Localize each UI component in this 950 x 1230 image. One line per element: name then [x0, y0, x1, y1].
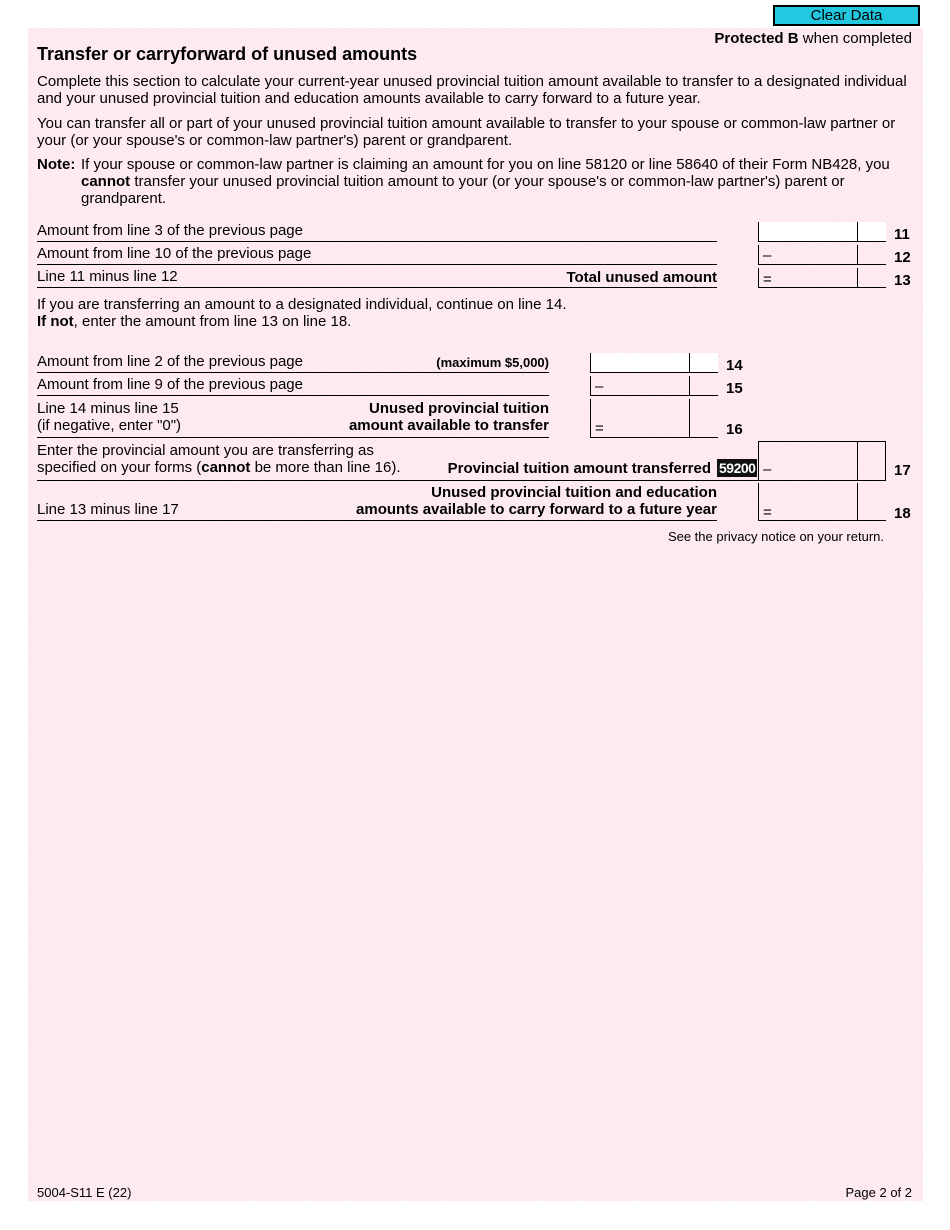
line-16-sign: = [595, 420, 604, 437]
line-16-label-1: Line 14 minus line 15 [37, 400, 179, 417]
intro-paragraph-2: You can transfer all or part of your unused provincial tuition amount available to transfer to your spouse or common-law partner or your (or your spouse's or common-law partner's) parent or grandparent. [37, 115, 896, 149]
line-17-rule [37, 480, 759, 481]
line-17-label-2 [37, 459, 401, 476]
line-13-total-label: Total unused amount [566, 269, 717, 286]
line-17-label-1: Enter the provincial amount you are transferring as [37, 442, 374, 459]
instruction-2-bold: If not [37, 313, 74, 330]
line-14-field [590, 353, 718, 373]
protected-rest: when completed [798, 30, 912, 47]
protected-bold: Protected B [714, 30, 799, 47]
line-17-label-2b: cannot [201, 459, 251, 476]
instruction-2-rest: , enter the amount from line 13 on line 18. [73, 313, 352, 330]
line-12-sign: – [763, 247, 772, 264]
line-16-input[interactable] [605, 399, 694, 437]
instruction-2 [37, 313, 351, 330]
line-13-label: Line 11 minus line 12 [37, 268, 178, 285]
line-17-number: 17 [894, 462, 911, 479]
line-14-maximum: (maximum $5,000) [436, 355, 549, 370]
line-15-number: 15 [726, 380, 743, 397]
note [37, 156, 902, 207]
note-text [81, 156, 902, 207]
note-part2: transfer your unused provincial tuition amount to your (or your spouse's or common-law partner's) parent or grandparent. [81, 173, 845, 207]
clear-data-button[interactable]: Clear Data [773, 5, 920, 26]
line-18-desc-2: amounts available to carry forward to a future year [356, 501, 717, 518]
line-11-input[interactable] [759, 222, 862, 241]
line-11-label: Amount from line 3 of the previous page [37, 222, 303, 239]
line-17-desc: Provincial tuition amount transferred [447, 460, 711, 477]
line-16-field [590, 399, 718, 438]
line-16-desc-1: Unused provincial tuition [368, 400, 549, 417]
line-18-input[interactable] [773, 483, 862, 520]
line-15-sign: – [595, 378, 604, 395]
cents-divider [689, 353, 690, 372]
cents-divider [857, 222, 858, 241]
line-17-field [758, 441, 886, 481]
line-12-field [758, 245, 886, 265]
form-identifier: 5004-S11 E (22) [37, 1185, 132, 1200]
line-12-input[interactable] [773, 245, 862, 264]
line-15-field [590, 376, 718, 396]
line-16-rule [37, 437, 549, 438]
line-14-label: Amount from line 2 of the previous page [37, 353, 303, 370]
line-18-rule [37, 520, 717, 521]
cents-divider [857, 442, 858, 480]
line-15-input[interactable] [605, 376, 694, 395]
instruction-1: If you are transferring an amount to a designated individual, continue on line 14. [37, 296, 567, 313]
note-bold: cannot [81, 173, 131, 190]
cents-divider [857, 268, 858, 287]
line-13-input[interactable] [773, 268, 862, 287]
cents-divider [857, 483, 858, 520]
line-11-number: 11 [894, 226, 910, 243]
line-18-field [758, 483, 886, 521]
line-16-number: 16 [726, 421, 743, 438]
line-13-sign: = [763, 271, 772, 288]
line-12-rule [37, 264, 717, 265]
line-15-label: Amount from line 9 of the previous page [37, 376, 303, 393]
line-17-input[interactable] [773, 442, 862, 480]
line-14-input[interactable] [591, 353, 694, 372]
note-label: Note: [37, 156, 76, 173]
privacy-notice: See the privacy notice on your return. [667, 529, 884, 544]
line-12-number: 12 [894, 249, 911, 266]
line-11-field [758, 222, 886, 242]
line-17-code-badge: 59200 [719, 460, 756, 476]
intro-paragraph-1: Complete this section to calculate your current-year unused provincial tuition amount available to transfer to a designated individual and your unused provincial tuition and education amounts available to carry forward to a future year. [37, 73, 907, 107]
line-11-rule [37, 241, 717, 242]
note-part1: If your spouse or common-law partner is claiming an amount for you on line 58120 or line 58640 of their Form NB428, you [81, 156, 890, 173]
line-12-label: Amount from line 10 of the previous page [37, 245, 312, 262]
line-17-label-2c: be more than line 16). [250, 459, 401, 476]
section-title: Transfer or carryforward of unused amounts [37, 44, 418, 64]
line-18-number: 18 [894, 505, 911, 522]
line-13-field [758, 268, 886, 288]
cents-divider [689, 399, 690, 437]
line-13-number: 13 [894, 272, 911, 289]
line-14-rule [37, 372, 549, 373]
line-16-desc-2: amount available to transfer [348, 417, 549, 434]
cents-divider [857, 245, 858, 264]
line-17-sign: – [763, 461, 772, 478]
line-15-rule [37, 395, 549, 396]
line-18-desc-1: Unused provincial tuition and education [431, 484, 717, 501]
line-16-label-2: (if negative, enter "0") [37, 417, 182, 434]
line-17-label-2a: specified on your forms ( [37, 459, 202, 476]
line-18-label: Line 13 minus line 17 [37, 501, 179, 518]
protected-b-label [714, 30, 912, 47]
line-13-rule [37, 287, 717, 288]
line-18-sign: = [763, 504, 772, 521]
cents-divider [689, 376, 690, 395]
page-number: Page 2 of 2 [845, 1185, 912, 1200]
line-14-number: 14 [726, 357, 743, 374]
